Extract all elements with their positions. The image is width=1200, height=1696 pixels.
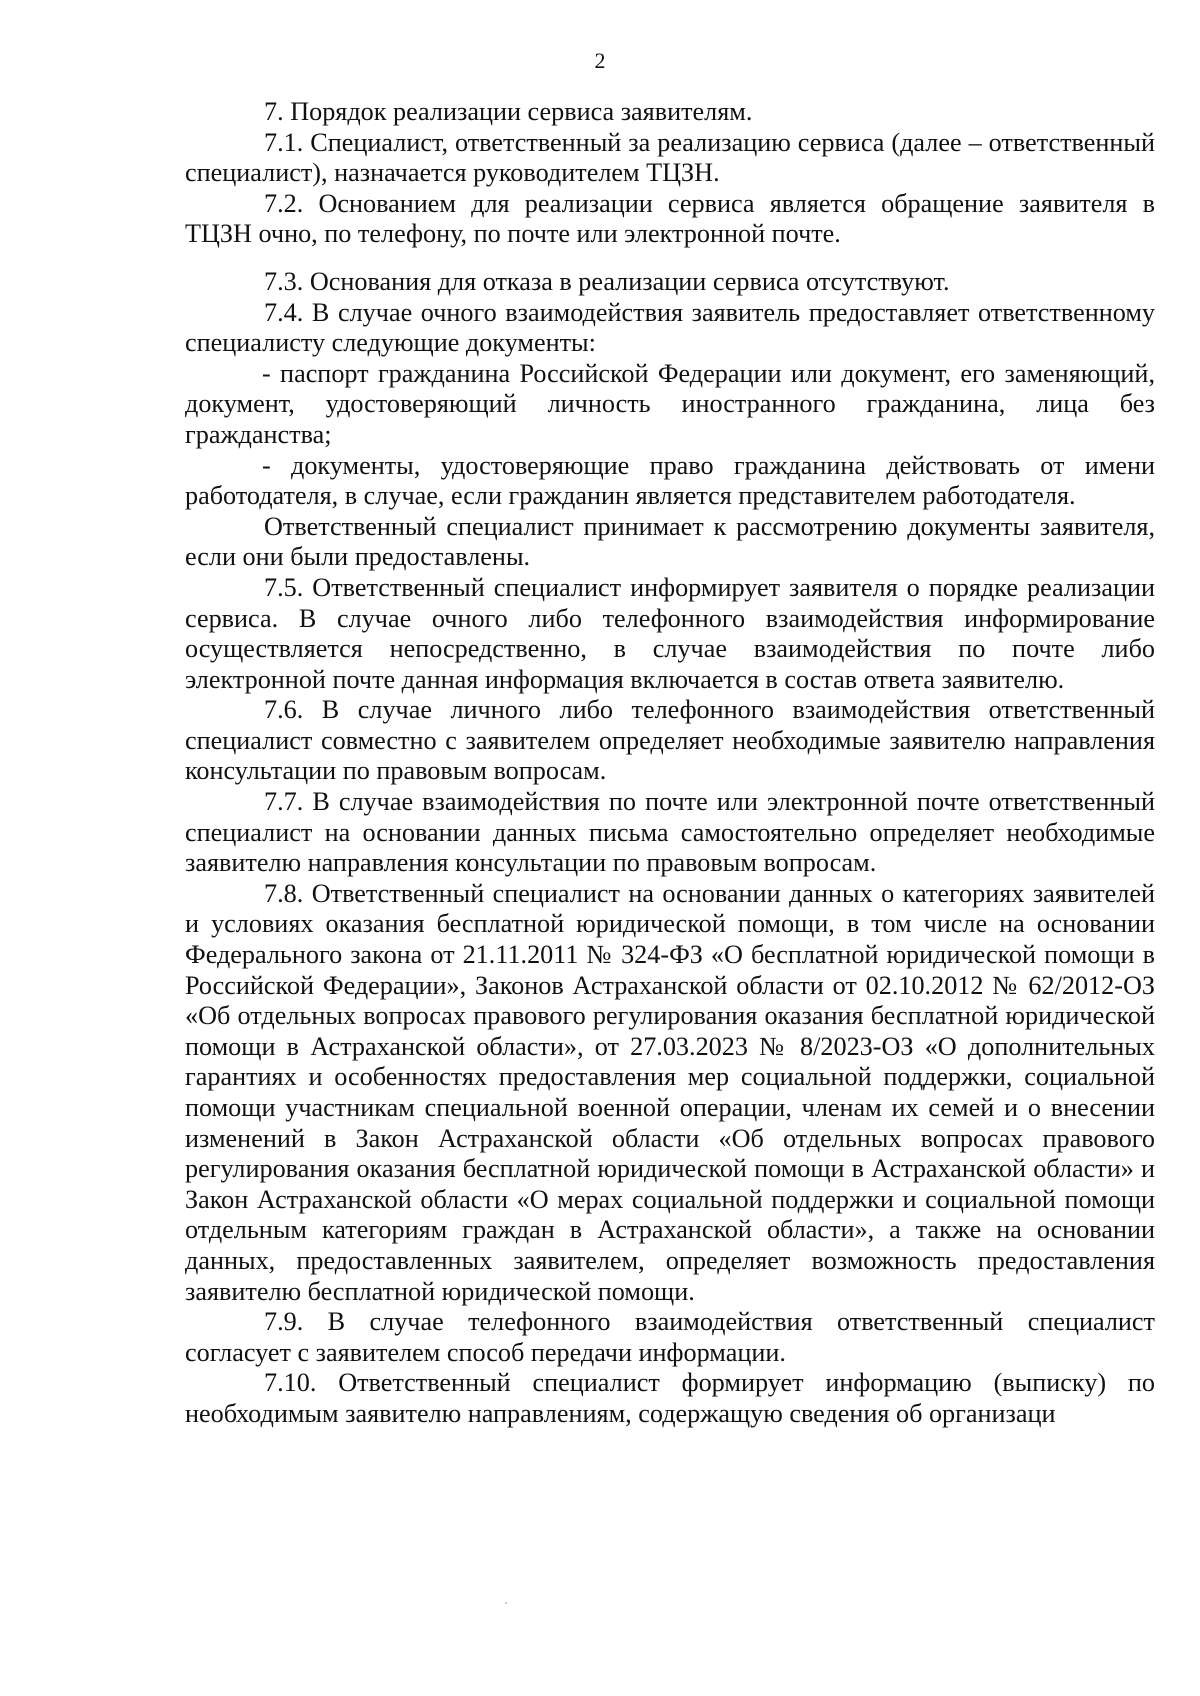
paragraph-documents-review: Ответственный специалист принимает к рассмотрению документы заявителя, если они были предоставлены. — [185, 511, 1155, 572]
list-item-employer-documents: - документы, удостоверяющие право гражданина действовать от имени работодателя, в случае, если гражданин является представителем работодателя. — [185, 450, 1155, 511]
section-heading: 7. Порядок реализации сервиса заявителям. — [264, 97, 753, 126]
paragraph-7-9: 7.9. В случае телефонного взаимодействия ответственный специалист согласует с заявителем способ передачи информации. — [185, 1307, 1155, 1367]
paragraph-7-6: 7.6. В случае личного либо телефонного взаимодействия ответственный специалист совместно с заявителем определяет необходимые заявителю направления консультации по правовым вопросам. — [185, 695, 1155, 786]
scan-speck — [505, 1602, 507, 1604]
paragraph-7-5: 7.5. Ответственный специалист информирует заявителя о порядке реализации сервиса. В случае очного либо телефонного взаимодействия информирование осуществляется непосредственно, в случае взаимодействия по почте либо электронной почте данная информация включается в состав ответа заявителю. — [185, 572, 1155, 694]
paragraph-7-8: 7.8. Ответственный специалист на основании данных о категориях заявителей и условиях оказания бесплатной юридической помощи, в том числе на основании Федерального закона от 21.11.2011 № 324-ФЗ «О бесплатной юридической помощи в Российской Федерации», Законов Астраханской области от 02.10.2012 № 62/2012-ОЗ «Об отдельных вопросах правового регулирования оказания бесплатной юридической помощи в Астраханской области», от 27.03.2023 № 8/2023-ОЗ «О дополнительных гарантиях и особенностях предоставления мер социальной поддержки, социальной помощи участникам специальной военной операции, членам их семей и о внесении изменений в Закон Астраханской области «Об отдельных вопросах правового регулирования оказания бесплатной юридической помощи в Астраханской области» и Закон Астраханской области «О мерах социальной поддержки и социальной помощи отдельным категориям граждан в Астраханской области», а также на основании данных, предоставленных заявителем, определяет возможность предоставления заявителю бесплатной юридической помощи. — [185, 878, 1155, 1306]
paragraph-7-1: 7.1. Специалист, ответственный за реализацию сервиса (далее – ответственный специалист), назначается руководителем ТЦЗН. — [185, 127, 1155, 188]
page-number: 2 — [594, 48, 606, 73]
paragraph-7-3: 7.3. Основания для отказа в реализации сервиса отсутствуют. — [264, 266, 950, 296]
list-item-passport: - паспорт гражданина Российской Федерации или документ, его заменяющий, документ, удостоверяющий личность иностранного гражданина, лица без гражданства; — [185, 358, 1155, 449]
paragraph-7-4: 7.4. В случае очного взаимодействия заявитель предоставляет ответственному специалисту следующие документы: — [185, 297, 1155, 358]
paragraph-7-7: 7.7. В случае взаимодействия по почте или электронной почте ответственный специалист на основании данных письма самостоятельно определяет необходимые заявителю направления консультации по правовым вопросам. — [185, 787, 1155, 878]
paragraph-7-10: 7.10. Ответственный специалист формирует информацию (выписку) по необходимым заявителю направлениям, содержащую сведения об организаци — [185, 1368, 1155, 1428]
paragraph-7-2: 7.2. Основанием для реализации сервиса является обращение заявителя в ТЦЗН очно, по телефону, по почте или электронной почте. — [185, 188, 1155, 249]
document-body — [185, 97, 1155, 1430]
